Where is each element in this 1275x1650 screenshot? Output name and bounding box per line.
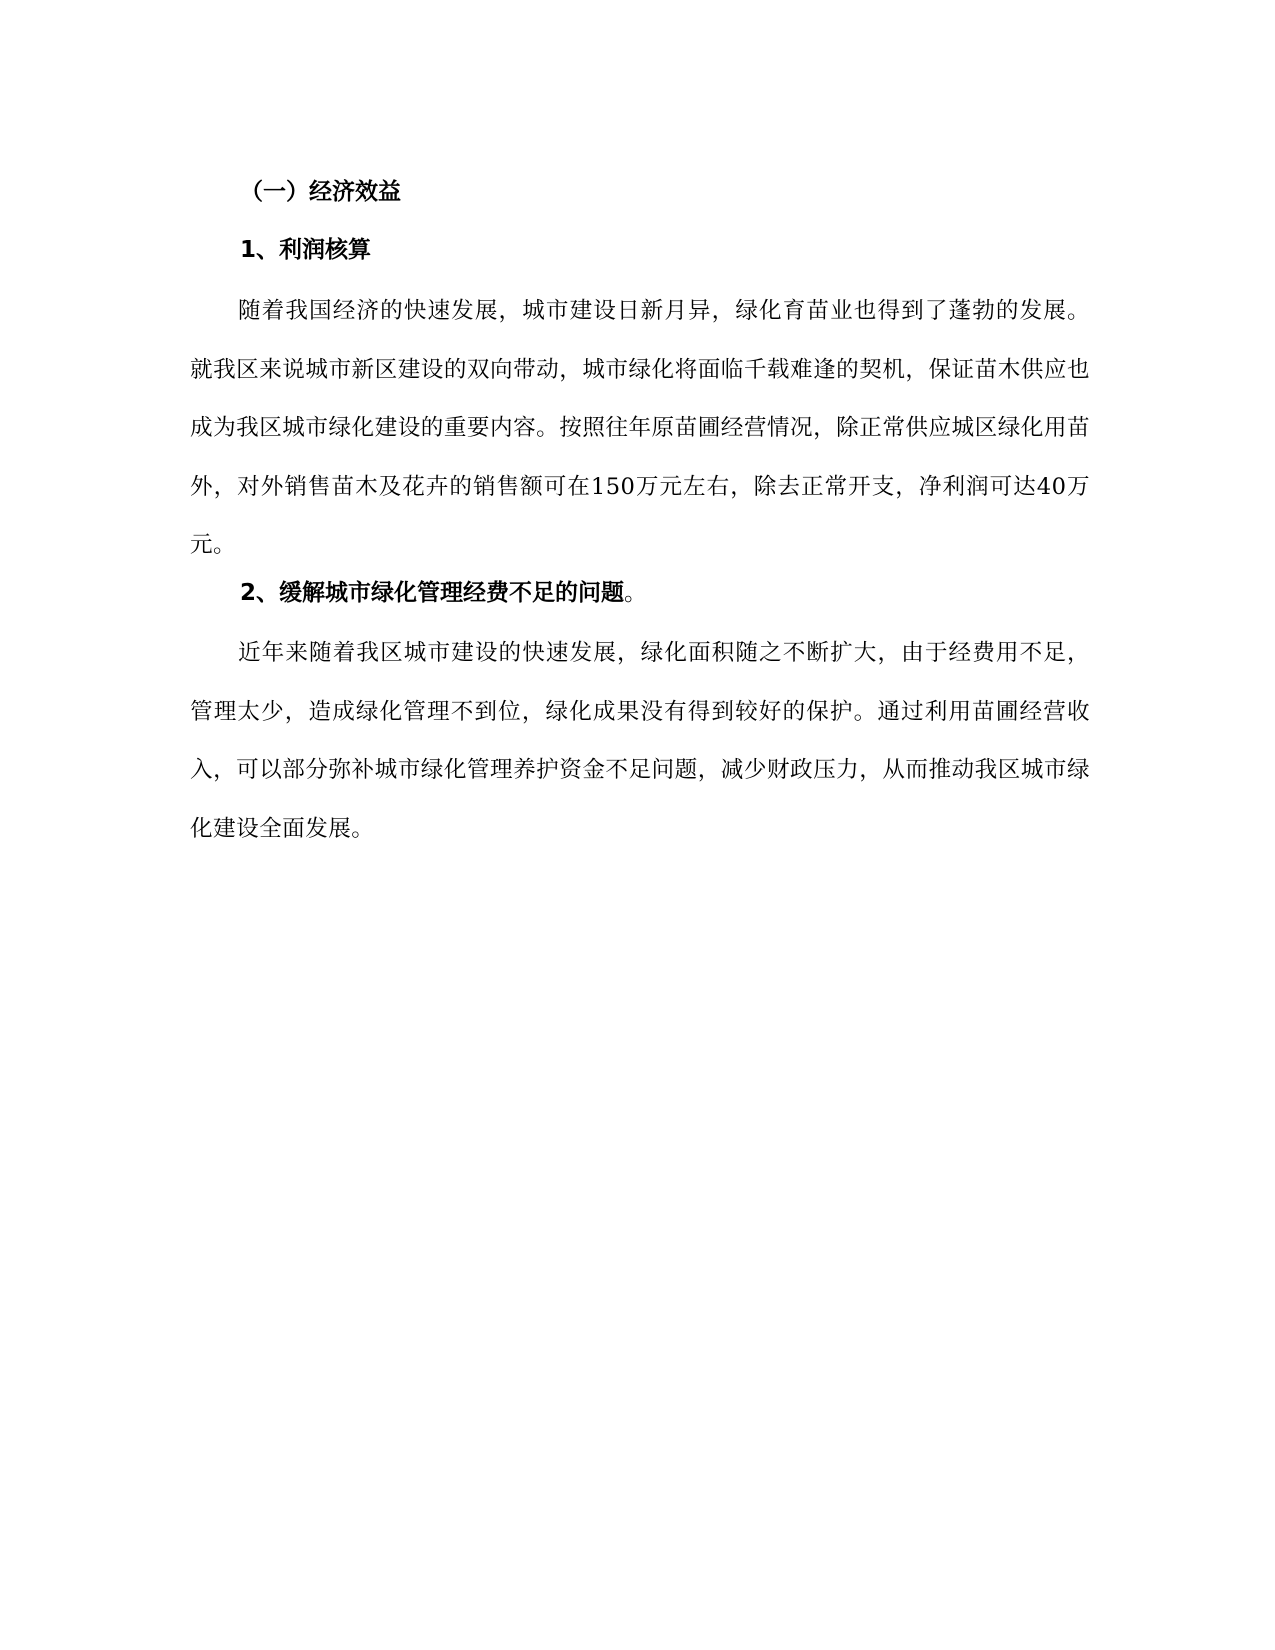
paragraph-profit: 随着我国经济的快速发展，城市建设日新月异，绿化育苗业也得到了蓬勃的发展。就我区来说城市新区建设的双向带动，城市绿化将面临千载难逢的契机，保证苗木供应也成为我区城市绿化建设的重要内容。按照往年原苗圃经营情况，除正常供应城区绿化用苗外，对外销售苗木及花卉的销售额可在150万元左右，除去正常开支，净利润可达40万元。: [190, 298, 1090, 558]
subsection-heading-text: 2、缓解城市绿化管理经费不足的问题: [240, 580, 625, 606]
subsection-heading-funding: [240, 579, 647, 607]
paragraph-funding: 近年来随着我区城市建设的快速发展，绿化面积随之不断扩大，由于经费用不足，管理太少，造成绿化管理不到位，绿化成果没有得到较好的保护。通过利用苗圃经营收入，可以部分弥补城市绿化管理养护资金不足问题，减少财政压力，从而推动我区城市绿化建设全面发展。: [190, 640, 1090, 842]
subsection-heading-trail: 。: [624, 580, 648, 606]
section-title: （一）经济效益: [240, 179, 401, 205]
subsection-heading-text: 1、利润核算: [240, 237, 372, 263]
subsection-heading-profit: [240, 236, 371, 264]
